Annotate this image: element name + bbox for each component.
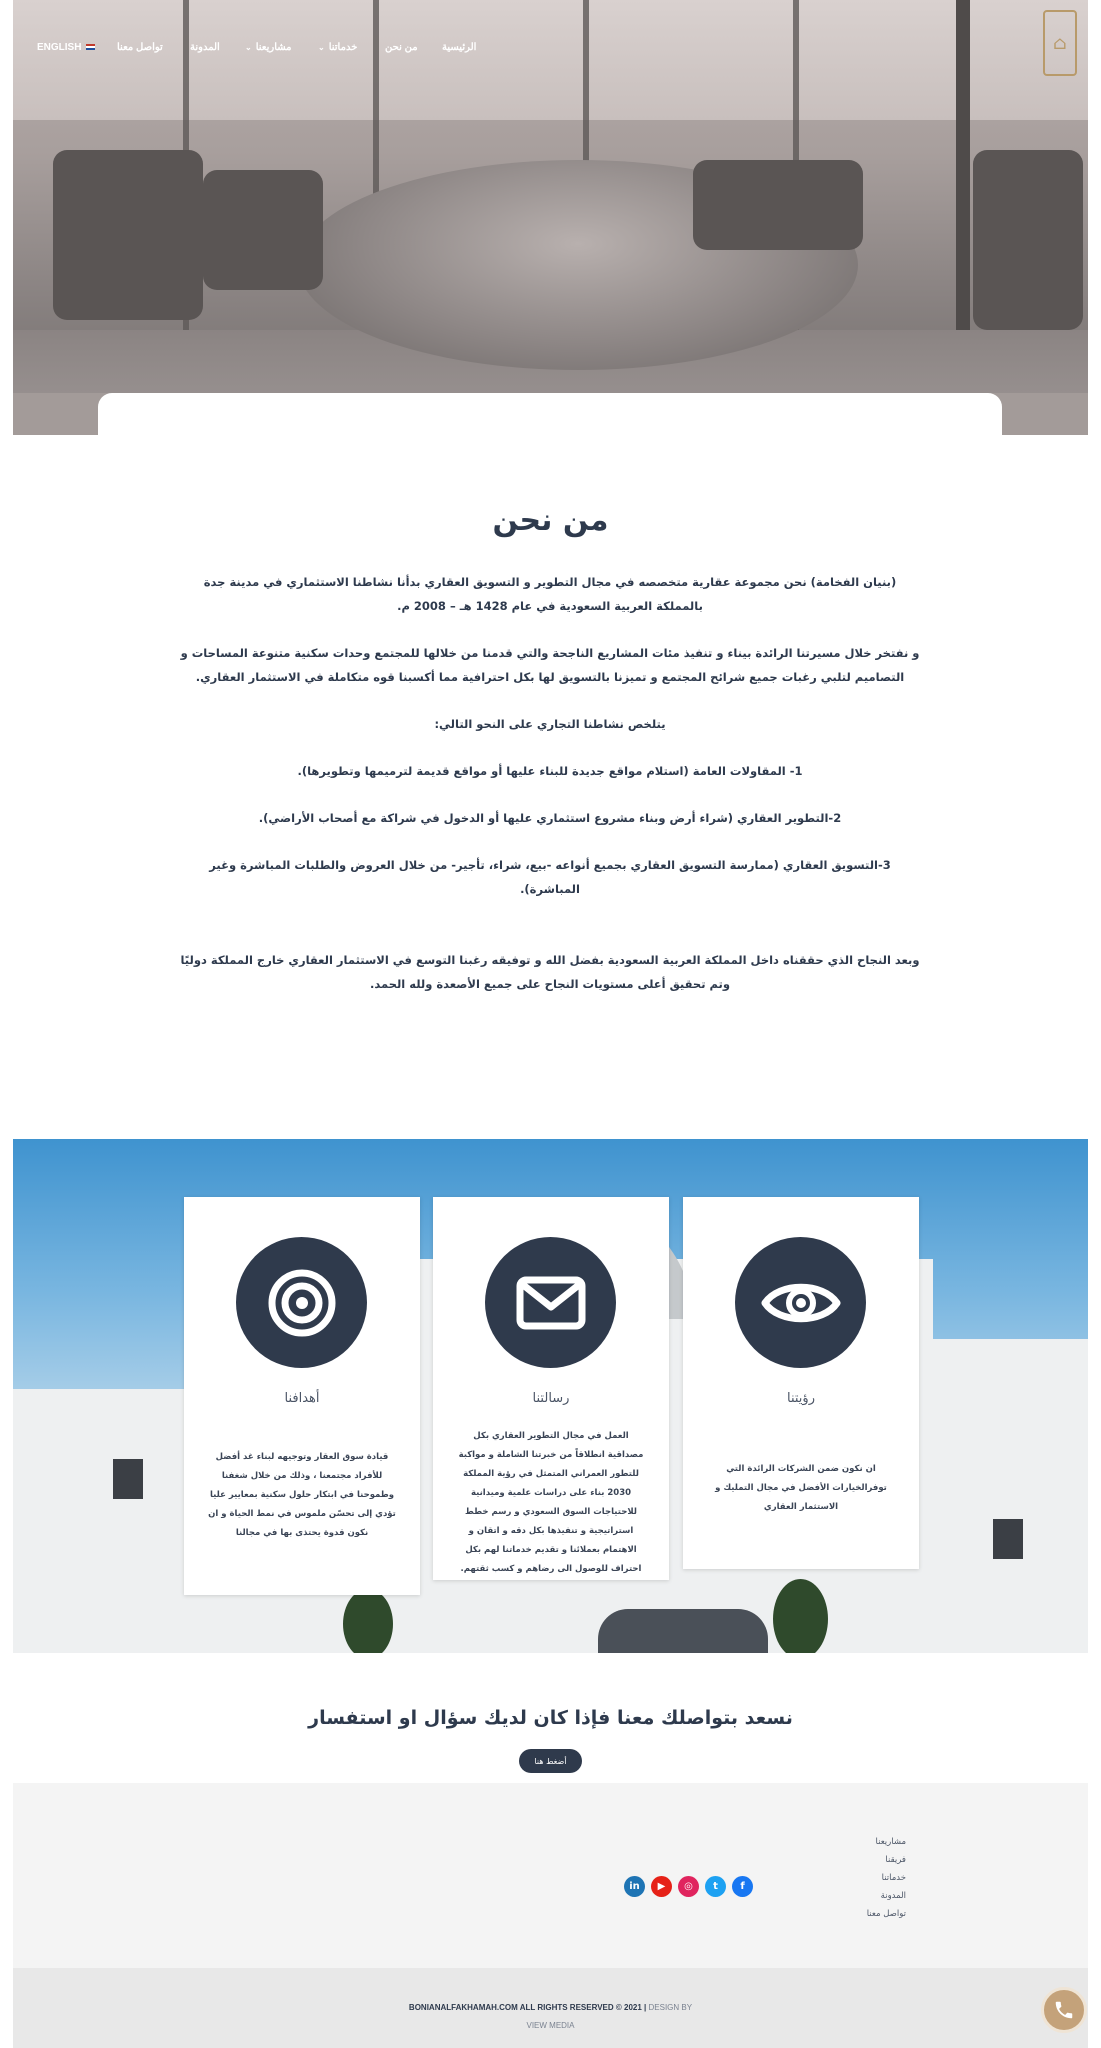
nav-services[interactable] bbox=[318, 42, 357, 53]
about-text bbox=[180, 570, 920, 1019]
building-background bbox=[13, 1389, 193, 1653]
mission-text: العمل في مجال التطوير العقاري بكل مصداقية انطلاقاً من خبرتنا الشاملة و مواكبة للتطور العمراني المتمثل في رؤية المملكة 2030 بناء على دراسات علمية وميدانية للاحتياجات السوق السعودي و رسم خطط استراتيجية و تنفيذها بكل دقه و اتقان و الاهتمام بعملائنا و تقديم خدماتنا لهم بكل احتراف للوصول الى رضاهم و كسب ثقتهم. bbox=[458, 1431, 644, 1574]
about-paragraph: و نفتخر خلال مسيرتنا الرائدة بيناء و تنفيذ مئات المشاريع الناجحة والتي قدمنا من خلالها للمجتمع وحدات سكنية متنوعة المساحات و التصاميم لتلبي رغبات جميع شرائح المجتمع و تميزنا بالتسويق لها بكل احترافية مما أكسبنا قوه متكاملة في الاستثمار العقاري. bbox=[180, 646, 920, 684]
language-switch[interactable] bbox=[37, 42, 95, 53]
goals-icon-circle bbox=[236, 1237, 367, 1368]
chevron-down-icon: ⌄ bbox=[318, 43, 325, 52]
logo-mark-icon: ⌂ bbox=[1053, 32, 1067, 54]
mission-icon-circle bbox=[485, 1237, 616, 1368]
about-paragraph: وبعد النجاح الذي حققناه داخل المملكة العربية السعودية بفضل الله و توفيقه رغبنا التوسع في الاستثمار العقاري خارج المملكة دوليًا وتم تحقيق أعلى مستويات النجاح على جميع الأصعدة ولله الحمد. bbox=[180, 953, 920, 991]
copyright-text bbox=[13, 1999, 1088, 2035]
goals-text: قيادة سوق العقار وتوجيهه لبناء غد أفضل للأفراد مجتمعنا ، وذلك من خلال شغفنا وطموحنا في ابتكار حلول سكنية بمعايير عليا تؤدي إلى تحسّن ملموس في نمط الحياة و ان نكون قدوة يحتذى بها في مجالنا bbox=[208, 1452, 396, 1538]
hero-chair bbox=[53, 150, 203, 320]
social-links bbox=[624, 1876, 753, 1897]
page-title: من نحن bbox=[492, 503, 609, 538]
car bbox=[598, 1609, 768, 1653]
about-paragraph: 1- المقاولات العامة (استلام مواقع جديدة للبناء عليها أو مواقع قديمة لترميمها وتطويرها). bbox=[297, 764, 803, 778]
envelope-icon bbox=[516, 1276, 586, 1330]
vision-card bbox=[683, 1197, 919, 1569]
footer-link-blog[interactable]: المدونة bbox=[880, 1891, 906, 1901]
target-icon bbox=[267, 1268, 337, 1338]
about-paragraph: 2-التطوير العقاري (شراء أرض وبناء مشروع استثماري عليها أو الدخول في شراكة مع أصحاب الأراضي). bbox=[258, 811, 842, 825]
mission-card bbox=[433, 1197, 669, 1580]
vision-text: ان نكون ضمن الشركات الرائدة التي توفرالخيارات الأفضل في مجال التمليك و الاستثمار العقاري bbox=[715, 1464, 887, 1512]
contact-cta-button[interactable]: أضغط هنا bbox=[519, 1749, 582, 1773]
vision-title: رؤيتنا bbox=[787, 1391, 815, 1406]
about-paragraph: (بنيان الفخامة) نحن مجموعة عقارية متخصصه في مجال التطوير و التسويق العقاري بدأنا نشاطنا الاستثماري في مدينة جدة بالمملكة العربية السعودية في عام 1428 هـ – 2008 م. bbox=[203, 575, 897, 613]
about-paragraph: يتلخص نشاطنا التجاري على النحو التالي: bbox=[434, 717, 666, 731]
mission-title: رسالتنا bbox=[532, 1391, 570, 1406]
footer bbox=[13, 1783, 1088, 1968]
nav-home[interactable]: الرئيسية bbox=[442, 42, 477, 53]
main-nav bbox=[37, 42, 477, 62]
twitter-icon[interactable]: t bbox=[705, 1876, 726, 1897]
footer-link-services[interactable]: خدماتنا bbox=[881, 1873, 906, 1883]
goals-title: أهدافنا bbox=[284, 1391, 320, 1406]
cta-title: نسعد بتواصلك معنا فإذا كان لديك سؤال او استفسار bbox=[308, 1707, 793, 1729]
copyright-bar bbox=[13, 1968, 1088, 2048]
hero-chair bbox=[973, 150, 1083, 330]
footer-link-projects[interactable]: مشاريعنا bbox=[875, 1837, 906, 1847]
building-background bbox=[893, 1339, 1088, 1653]
tree bbox=[343, 1589, 393, 1653]
footer-link-contact[interactable]: تواصل معنا bbox=[866, 1909, 906, 1919]
nav-blog[interactable]: المدونة bbox=[190, 42, 220, 53]
phone-icon bbox=[1053, 1999, 1075, 2021]
tree bbox=[773, 1579, 828, 1653]
values-section bbox=[13, 1139, 1088, 1653]
footer-links bbox=[846, 1833, 906, 1923]
instagram-icon[interactable]: ◎ bbox=[678, 1876, 699, 1897]
linkedin-icon[interactable]: in bbox=[624, 1876, 645, 1897]
youtube-icon[interactable]: ▶ bbox=[651, 1876, 672, 1897]
copyright-main: BONIANALFAKHAMAH.COM ALL RIGHTS RESERVED © 2021 | bbox=[408, 2003, 647, 2012]
designer-link[interactable]: VIEW MEDIA bbox=[526, 2021, 575, 2030]
facebook-icon[interactable]: f bbox=[732, 1876, 753, 1897]
hero-banner bbox=[13, 0, 1088, 435]
language-label: ENGLISH bbox=[37, 42, 82, 53]
hero-chair bbox=[203, 170, 323, 290]
hero-chair bbox=[693, 160, 863, 250]
site-logo[interactable] bbox=[1043, 10, 1077, 76]
chevron-down-icon: ⌄ bbox=[245, 43, 252, 52]
building-window bbox=[113, 1459, 143, 1499]
nav-contact[interactable]: تواصل معنا bbox=[117, 42, 163, 53]
nav-projects[interactable] bbox=[245, 42, 292, 53]
nav-about[interactable]: من نحن bbox=[385, 42, 418, 53]
call-button[interactable] bbox=[1041, 1987, 1087, 2033]
goals-card bbox=[184, 1197, 420, 1595]
nav-services-label: خدماتنا bbox=[328, 42, 358, 53]
about-paragraph: 3-التسويق العقاري (ممارسة التسويق العقاري بجميع أنواعه -بيع، شراء، تأجير- من خلال العروض والطلبات المباشرة وغير المباشرة). bbox=[209, 858, 891, 896]
vision-icon-circle bbox=[735, 1237, 866, 1368]
building-window bbox=[993, 1519, 1023, 1559]
content-card-top bbox=[98, 393, 1002, 435]
uk-flag-icon bbox=[86, 44, 95, 50]
nav-projects-label: مشاريعنا bbox=[255, 42, 292, 53]
footer-link-team[interactable]: فريقنا bbox=[885, 1855, 906, 1865]
copyright-design-by: DESIGN BY bbox=[648, 2003, 693, 2012]
eye-icon bbox=[761, 1276, 841, 1330]
